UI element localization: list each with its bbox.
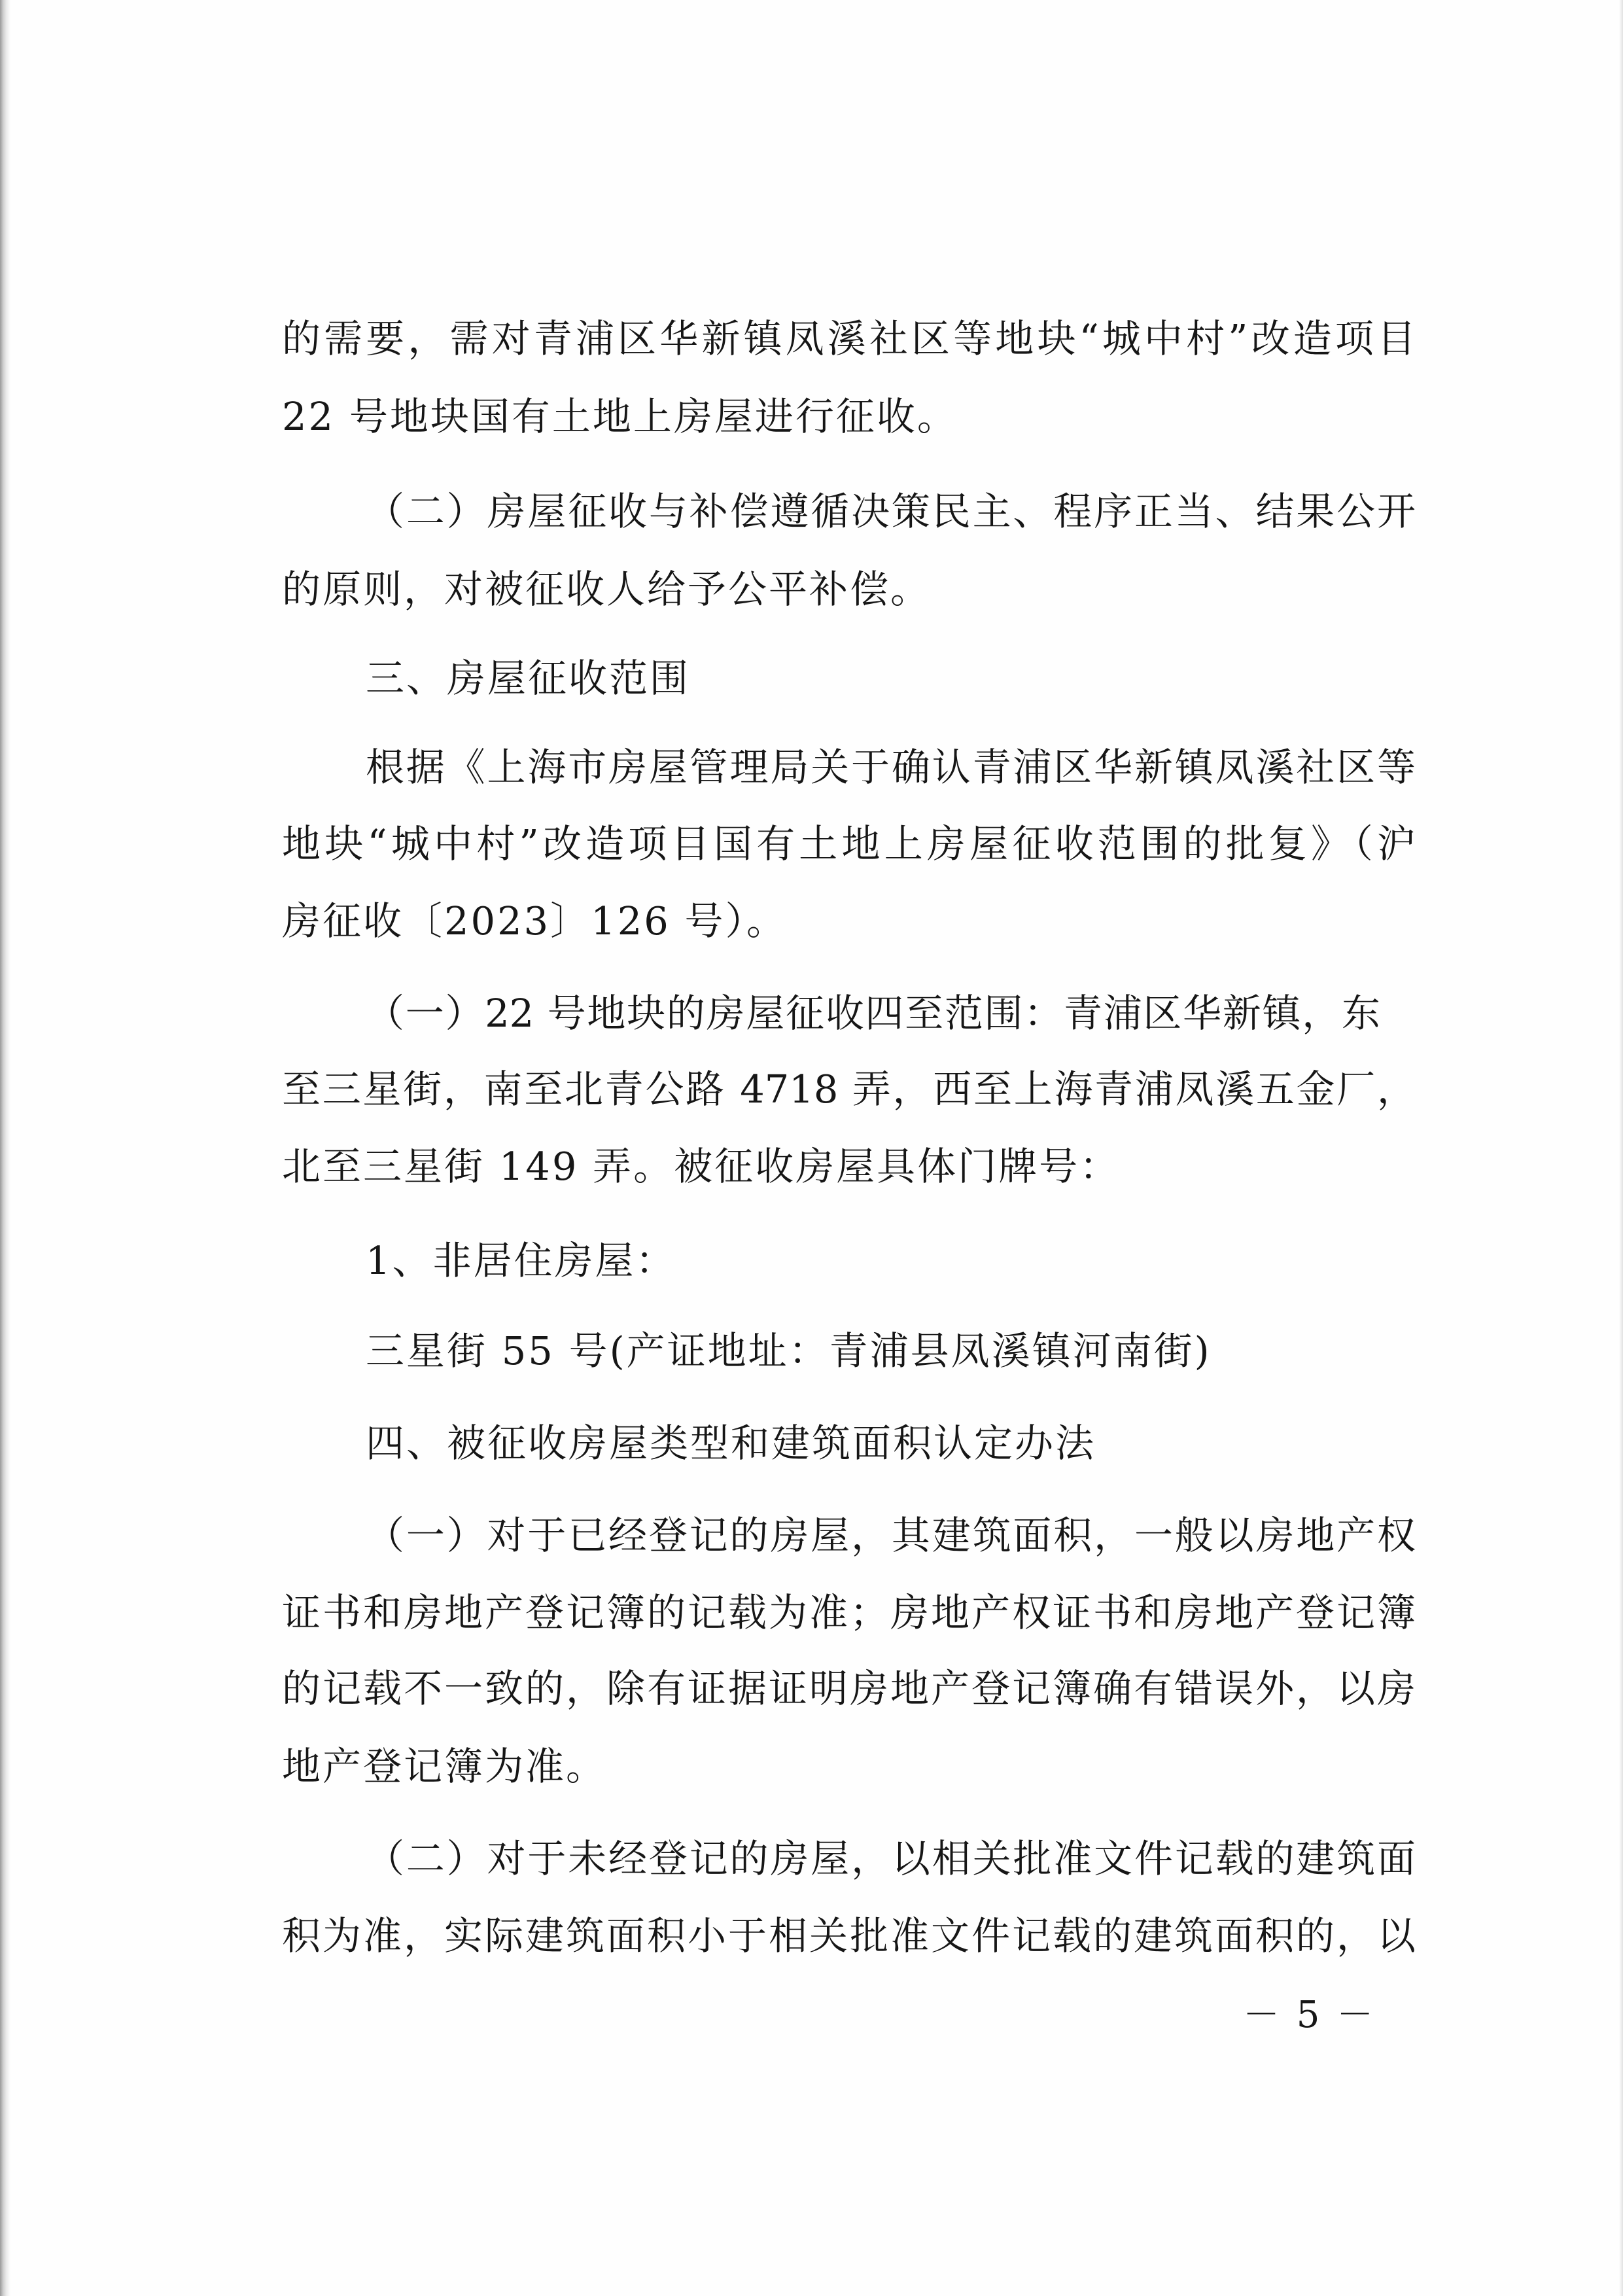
section-heading-text: 三、房屋征收范围: [366, 656, 691, 701]
text-line: 根据《上海市房屋管理局关于确认青浦区华新镇凤溪社区等: [366, 745, 1416, 790]
text-line: 北至三星街 149 弄。被征收房屋具体门牌号：: [282, 1144, 1121, 1189]
text-line: 的原则，对被征收人给予公平补偿。: [282, 567, 932, 612]
text-line: 的需要，需对青浦区华新镇凤溪社区等地块“城中村”改造项目: [282, 316, 1416, 361]
scan-edge-right: [1619, 0, 1623, 2296]
text-line: 至三星街，南至北青公路 4718 弄，西至上海青浦凤溪五金厂，: [282, 1067, 1416, 1112]
text-line: 22 号地块国有土地上房屋进行征收。: [282, 394, 958, 439]
text-line: 1、非居住房屋：: [366, 1238, 676, 1283]
scan-edge-left: [0, 0, 10, 2296]
text-line: 地块“城中村”改造项目国有土地上房屋征收范围的批复》（沪: [282, 821, 1416, 866]
text-line: （一）22 号地块的房屋征收四至范围：青浦区华新镇，东: [366, 991, 1380, 1036]
text-line: 地产登记簿为准。: [282, 1744, 607, 1789]
text-line: 三星街 55 号(产证地址：青浦县凤溪镇河南街): [366, 1328, 1212, 1373]
text-line: 证书和房地产登记簿的记载为准；房地产权证书和房地产登记簿: [282, 1590, 1416, 1635]
text-line: （一）对于已经登记的房屋，其建筑面积，一般以房地产权: [366, 1513, 1416, 1558]
text-line: （二）对于未经登记的房屋，以相关批准文件记载的建筑面: [366, 1836, 1416, 1881]
page-number: － 5 －: [1243, 1994, 1376, 2036]
text-line: 积为准，实际建筑面积小于相关批准文件记载的建筑面积的，以: [282, 1913, 1416, 1958]
text-line: 的记载不一致的，除有证据证明房地产登记簿确有错误外，以房: [282, 1666, 1416, 1711]
text-line: （二）房屋征收与补偿遵循决策民主、程序正当、结果公开: [366, 489, 1416, 534]
section-heading-text: 四、被征收房屋类型和建筑面积认定办法: [366, 1421, 1096, 1466]
text-line: 房征收〔2023〕126 号）。: [282, 898, 788, 944]
